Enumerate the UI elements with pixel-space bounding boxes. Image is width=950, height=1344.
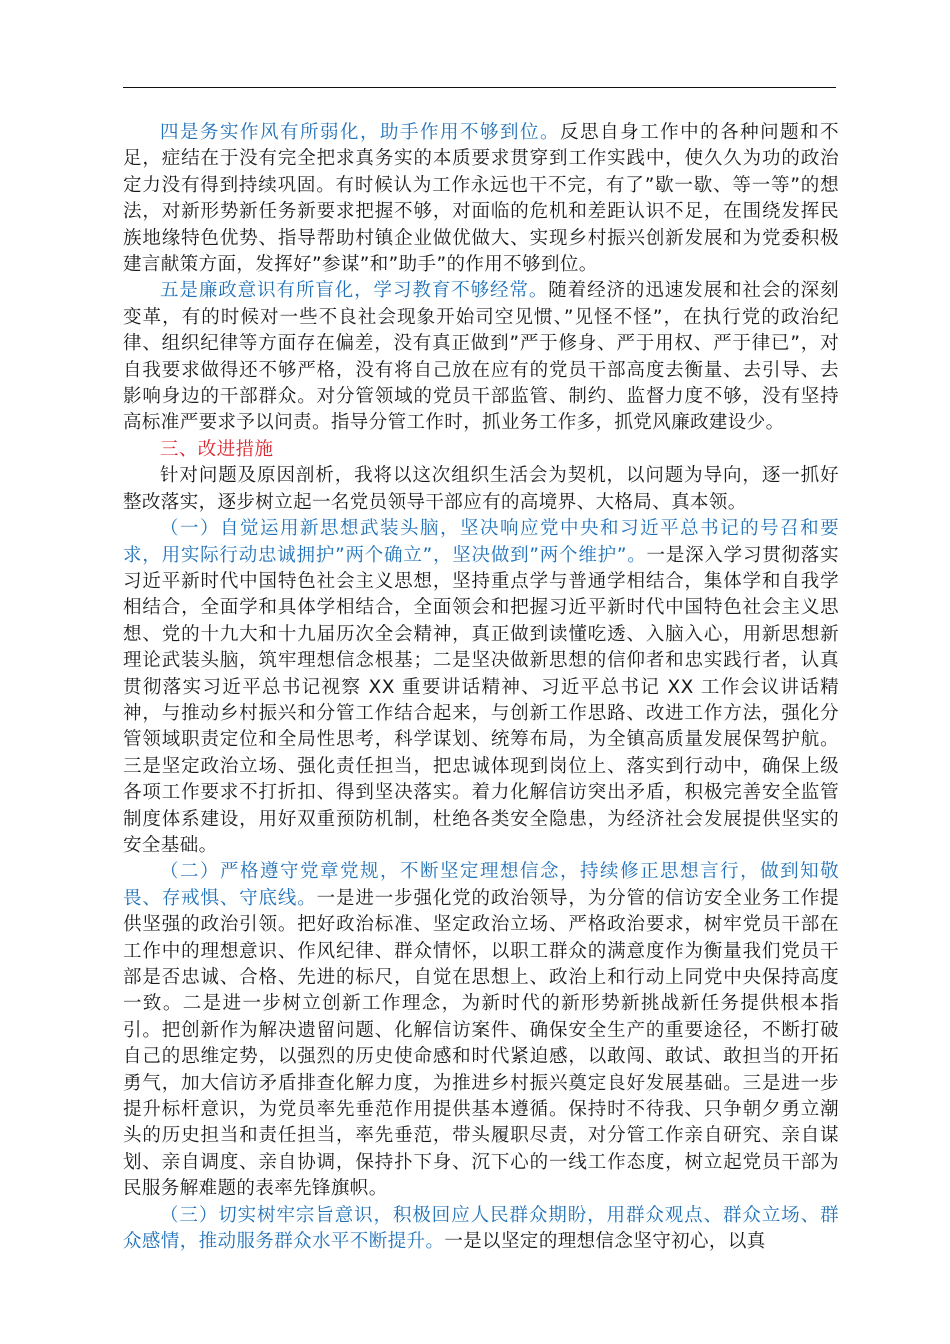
paragraph-text: 一是进一步强化党的政治领导，为分管的信访安全业务工作提供坚强的政治引领。把好政治标准、坚定政治立场、严格政治要求，树牢党员干部在工作中的理想意识、作风纪律、群众情怀，以职工群众的满意度作为衡量我们党员干部是否忠诚、合格、先进的标尺，自觉在思想上、政治上和行动上同党中央保持高度一致。二是进一步树立创新工作理念，为新时代的新形势新挑战新任务提供根本指引。把创新作为解决遗留问题、化解信访案件、确保安全生产的重要途径，不断打破自己的思维定势，以强烈的历史使命感和时代紧迫感，以敢闯、敢试、敢担当的开拓勇气，加大信访矛盾排查化解力度，为推进乡村振兴奠定良好发展基础。三是进一步提升标杆意识，为党员率先垂范作用提供基本遵循。保持时不待我、只争朝夕勇立潮头的历史担当和责任担当，率先垂范，带头履职尽责，对分管工作亲自研究、亲自谋划、亲自调度、亲自协调，保持扑下身、沉下心的一线工作态度，树立起党员干部为民服务解难题的表率先锋旗帜。 bbox=[123, 887, 839, 1200]
paragraph-problem-4 bbox=[123, 120, 839, 278]
paragraph-text: 一是以坚定的理想信念坚守初心，以真 bbox=[444, 1231, 766, 1253]
document-body bbox=[123, 120, 839, 1255]
paragraph-measure-2 bbox=[123, 859, 839, 1202]
paragraph-text: 反思自身工作中的各种问题和不足，症结在于没有完全把求真务实的本质要求贯穿到工作实践中，使久久为功的政治定力没有得到持续巩固。有时候认为工作永远也干不完，有了”歇一歇、等一等”的想法，对新形势新任务新要求把握不够，对面临的危机和差距认识不足，在围绕发挥民族地缘特色优势、指导帮助村镇企业做优做大、实现乡村振兴创新发展和为党委积极建言献策方面，发挥好”参谋”和”助手”的作用不够到位。 bbox=[123, 122, 839, 276]
paragraph-text: 随着经济的迅速发展和社会的深刻变革，有的时候对一些不良社会现象开始司空见惯、”见怪不怪”，在执行党的政治纪律、组织纪律等方面存在偏差，没有真正做到”严于修身、严于用权、严于律已”，对自我要求做得还不够严格，没有将自己放在应有的党员干部高度去衡量、去引导、去影响身边的干部群众。对分管领域的党员干部监管、制约、监督力度不够，没有坚持高标准严要求予以问责。指导分管工作时，抓业务工作多，抓党风廉政建设少。 bbox=[123, 280, 839, 434]
paragraph-problem-5 bbox=[123, 278, 839, 436]
paragraph-measure-1 bbox=[123, 516, 839, 859]
header-rule bbox=[123, 87, 836, 88]
paragraph-lead: （二）严格遵守党章党规，不断坚定理想信念，持续修正思想言行，做到知敬畏、存戒惧、守底线。 bbox=[123, 861, 839, 909]
paragraph-measure-3 bbox=[123, 1203, 839, 1256]
section-heading: 三、改进措施 bbox=[160, 438, 274, 460]
section-intro: 针对问题及原因剖析，我将以这次组织生活会为契机，以问题为导向，逐一抓好整改落实，逐步树立起一名党员领导干部应有的高境界、大格局、真本领。 bbox=[123, 465, 839, 513]
paragraph-text: 一是深入学习贯彻落实习近平新时代中国特色社会主义思想，坚持重点学与普通学相结合，集体学和自我学相结合，全面学和具体学相结合，全面领会和把握习近平新时代中国特色社会主义思想、党的十九大和十九届历次全会精神，真正做到读懂吃透、入脑入心，用新思想新理论武装头脑，筑牢理想信念根基；二是坚决做新思想的信仰者和忠实践行者，认真贯彻落实习近平总书记视察 XX 重要讲话精神、习近平总书记 XX 工作会议讲话精神，与推动乡村振兴和分管工作结合起来，与创新工作思路、改进工作方法，强化分管领域职责定位和全局性思考，科学谋划、统筹布局，为全镇高质量发展保驾护航。三是坚定政治立场、强化责任担当，把忠诚体现到岗位上、落实到行动中，确保上级各项工作要求不打折扣、得到坚决落实。着力化解信访突出矛盾，积极完善安全监管制度体系建设，用好双重预防机制，杜绝各类安全隐患，为经济社会发展提供坚实的安全基础。 bbox=[123, 544, 839, 856]
paragraph-lead: 四是务实作风有所弱化，助手作用不够到位。 bbox=[160, 122, 561, 143]
paragraph-lead: 五是廉政意识有所盲化，学习教育不够经常。 bbox=[160, 280, 549, 302]
paragraph-lead: （一）自觉运用新思想武装头脑，坚决响应党中央和习近平总书记的号召和要求，用实际行动忠诚拥护”两个确立”，坚决做到”两个维护”。 bbox=[123, 518, 839, 566]
paragraph-lead: （三）切实树牢宗旨意识，积极回应人民群众期盼，用群众观点、群众立场、群众感情，推动服务群众水平不断提升。 bbox=[123, 1204, 839, 1253]
